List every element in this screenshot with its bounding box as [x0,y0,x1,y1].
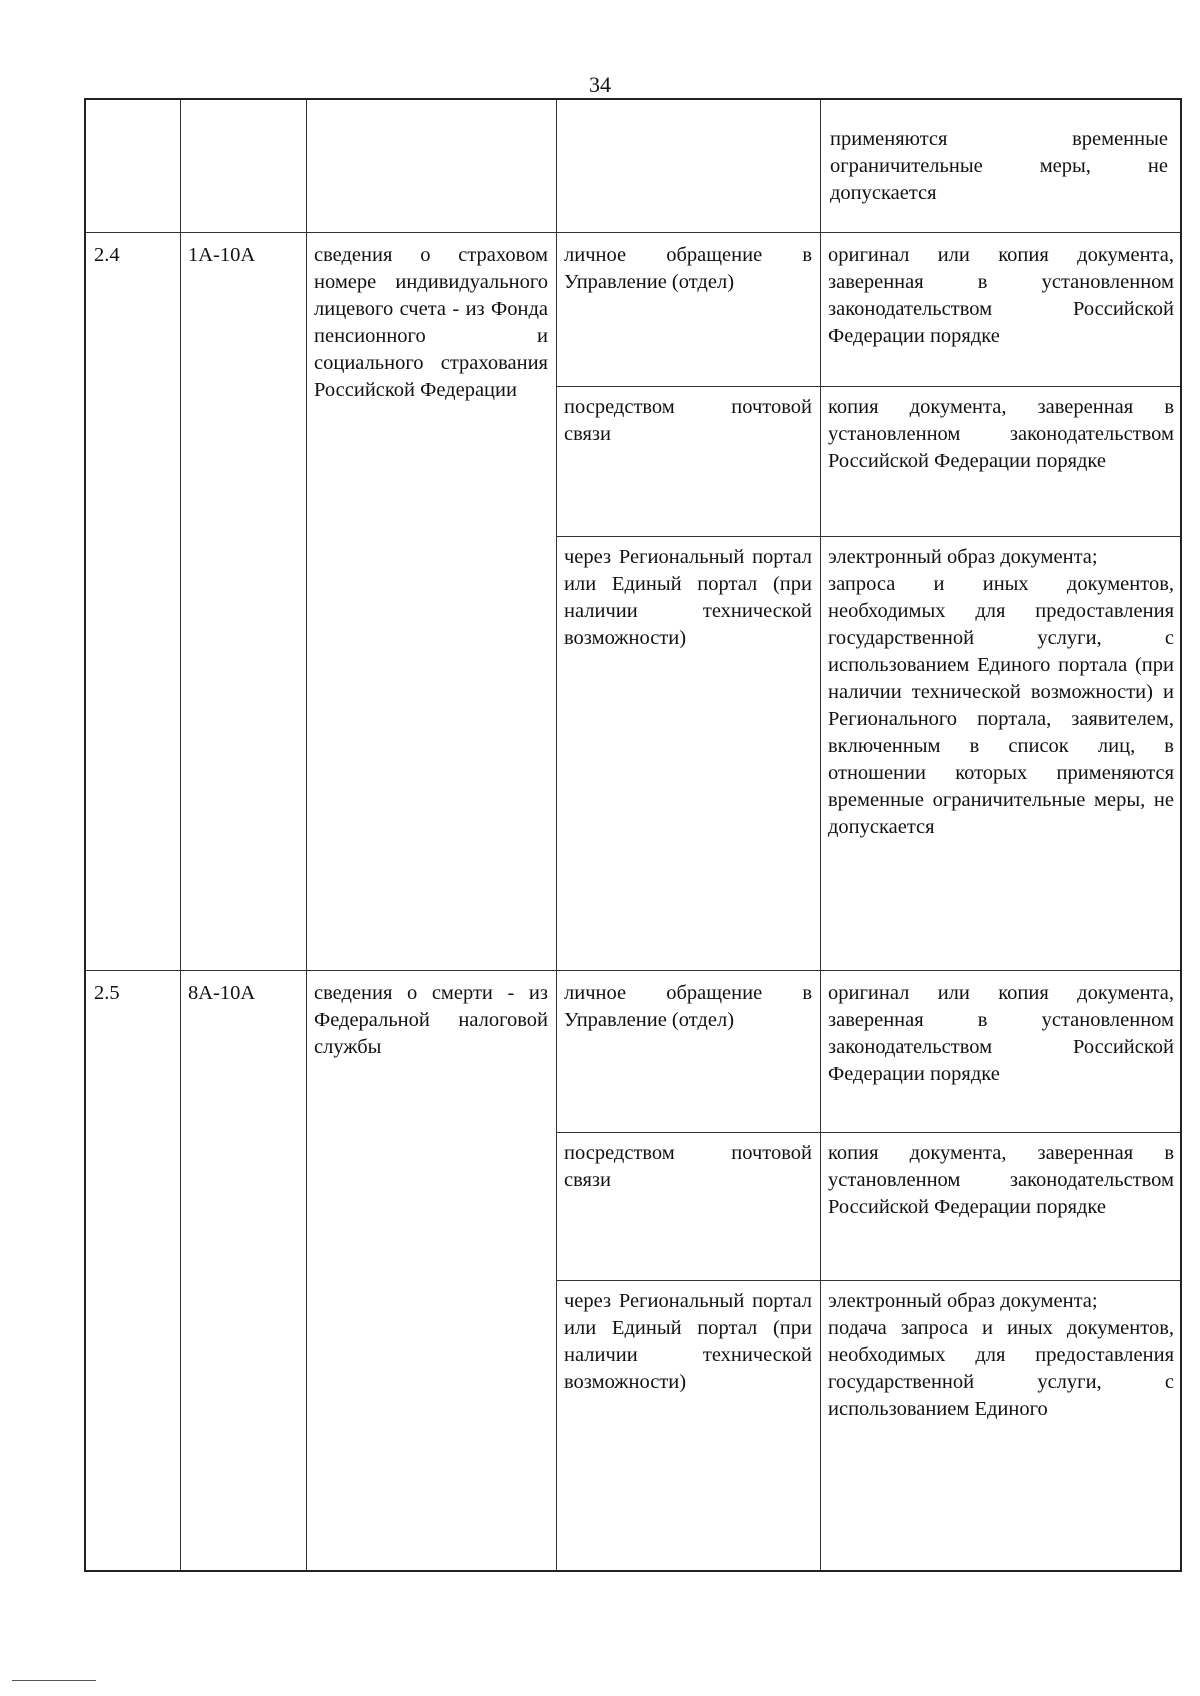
row-divider [86,232,1180,233]
document-form [820,1282,1182,1570]
document-form: копия документа, заверенная в установленном законодательством Российской Федерации порядке [828,1142,1174,1218]
submission-method: через Региональный портал или Единый портал (при наличии технической возможности) [564,1290,812,1393]
document-form: оригинал или копия документа, заверенная в установленном законодательством Российской Федерации порядке [828,982,1174,1085]
subrow-divider [556,536,1180,537]
column-divider [180,100,181,1570]
submission-method: посредством почтовой связи [564,396,812,445]
page-number: 34 [589,72,611,97]
subrow-divider [556,1132,1180,1133]
submission-method: личное обращение в Управление (отдел) [564,244,812,293]
document-form [820,538,1182,968]
requirements-table [84,98,1182,1572]
info-source-cell: сведения о страховом номере индивидуального лицевого счета - из Фонда пенсионного и социального страхования Российской Федерации [314,244,548,401]
info-source-cell: сведения о смерти - из Федеральной налоговой службы [314,982,548,1058]
row-number: 2.5 [94,982,120,1004]
submission-method: через Региональный портал или Единый портал (при наличии технической возможности) [564,546,812,649]
submission-method: посредством почтовой связи [564,1142,812,1191]
row-code: 8А-10А [188,982,256,1004]
document-form-part: электронный образ документа; [828,546,1098,568]
document-form-part: подача запроса и иных документов, необходимых для предоставления государственной услуги, с использованием Единого [828,1317,1174,1420]
subrow-divider [556,386,1180,387]
footnote-separator [12,1680,96,1681]
continued-form-cell: применяются временные ограничительные меры, не допускается [830,128,1168,204]
subrow-divider [556,1280,1180,1281]
document-form: оригинал или копия документа, заверенная в установленном законодательством Российской Федерации порядке [828,244,1174,347]
row-divider [86,970,1180,971]
document-form-part: запроса и иных документов, необходимых для предоставления государственной услуги, с использованием Единого портала (при наличии технической возможности) и Регионального портала, заявителем, включенным в список лиц, в отношении которых применяются временные ограничительные меры, не допускается [828,573,1174,838]
submission-method: личное обращение в Управление (отдел) [564,982,812,1031]
row-code: 1А-10А [188,244,256,266]
document-form: копия документа, заверенная в установленном законодательством Российской Федерации порядке [828,396,1174,472]
document-form-part: электронный образ документа; [828,1290,1098,1312]
row-number: 2.4 [94,244,120,266]
